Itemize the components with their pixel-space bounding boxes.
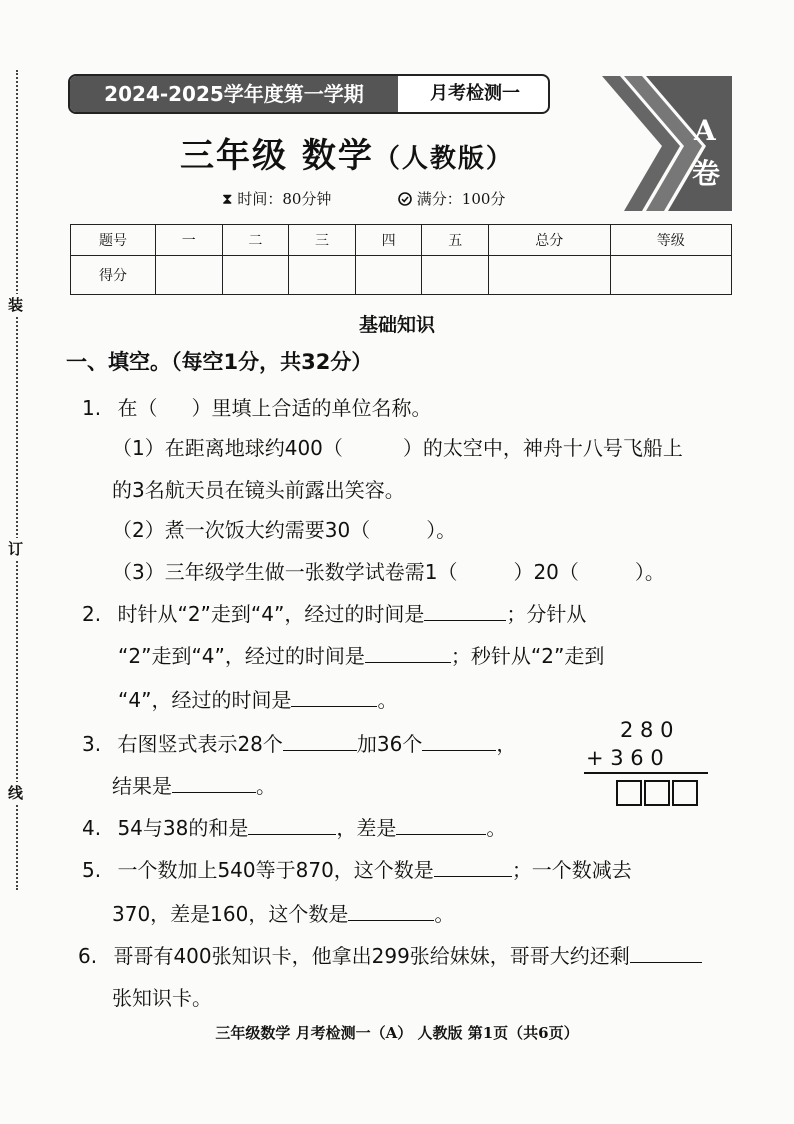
q2-l1-a: 时针从“2”走到“4”，经过的时间是	[117, 602, 425, 626]
q5-l2-b: 。	[434, 902, 455, 926]
q1-s1-a: （1）在距离地球约400（	[112, 436, 343, 460]
th-total: 总分	[489, 225, 610, 256]
q2-l3-b: 。	[377, 688, 398, 712]
banner-year: 2024-2025学年度第一学期	[70, 76, 398, 112]
q6-line2: 张知识卡。	[112, 986, 212, 1010]
vertical-row2: + 3 6 0	[586, 746, 664, 770]
q3-l1-c: ，	[496, 732, 517, 756]
q2-line1	[82, 598, 586, 627]
q2-l2-b: ；秒针从“2”走到	[450, 644, 605, 668]
q3-line2	[112, 770, 276, 799]
time-info	[222, 188, 331, 209]
q3-blank-2[interactable]	[422, 730, 496, 751]
part1-title: 一、填空。（每空1分，共32分）	[66, 350, 373, 374]
q4-number: 4.	[82, 816, 102, 840]
page-title	[180, 128, 514, 177]
q4-blank-sum[interactable]	[248, 814, 336, 835]
th-tihao: 题号	[71, 225, 156, 256]
page-footer: 三年级数学 月考检测一（A） 人教版 第1页（共6页）	[215, 1024, 579, 1042]
q1-s3-b: ）20（	[513, 560, 579, 584]
q6-number: 6.	[78, 944, 98, 968]
q1-sub1-cont: 的3名航天员在镜头前露出笑容。	[112, 478, 405, 502]
answer-box-3[interactable]	[672, 780, 698, 806]
section-title: 基础知识	[358, 314, 435, 336]
q2-l1-b: ；分针从	[506, 602, 587, 626]
q2-blank-minute[interactable]	[365, 642, 451, 663]
q5-l1-a: 一个数加上540等于870，这个数是	[117, 858, 434, 882]
q1-s2-a: （2）煮一次饭大约需要30（	[112, 518, 371, 542]
q4-b: ，差是	[336, 816, 397, 840]
q4-c: 。	[486, 816, 507, 840]
q5-line2	[112, 898, 454, 927]
score-cell-grade[interactable]	[610, 256, 731, 295]
q3-blank-3[interactable]	[172, 772, 256, 793]
q1-sub2	[112, 514, 456, 543]
q3-line1	[82, 728, 516, 757]
q4-a: 54与38的和是	[117, 816, 249, 840]
q3-number: 3.	[82, 732, 102, 756]
time-text: 时间：80分钟	[237, 190, 332, 208]
vertical-rule	[584, 772, 708, 774]
score-cell-3[interactable]	[289, 256, 356, 295]
th-3: 三	[289, 225, 356, 256]
edition-text: （人教版）	[373, 144, 514, 174]
q1-s1-b: ）的太空中，神舟十八号飞船上	[402, 436, 683, 460]
full-score-text: 满分：100分	[416, 190, 506, 208]
q6-blank[interactable]	[630, 942, 702, 963]
q3-blank-1[interactable]	[283, 730, 357, 751]
q2-line3	[118, 684, 397, 713]
q2-blank-hour[interactable]	[424, 600, 506, 621]
corner-char-juan: 卷	[692, 157, 721, 190]
q2-line2	[118, 640, 604, 669]
q3-l2-b: 。	[256, 774, 276, 798]
banner-exam: 月考检测一	[430, 83, 520, 104]
binding-char-ding: 订	[8, 540, 24, 558]
th-grade: 等级	[610, 225, 731, 256]
q1-stem	[82, 392, 431, 421]
th-4: 四	[355, 225, 422, 256]
hourglass-icon: ⧗	[222, 190, 233, 208]
title-text: 三年级 数学	[180, 136, 374, 176]
q1-s3-a: （3）三年级学生做一张数学试卷需1（	[112, 560, 458, 584]
binding-char-zhuang: 装	[8, 296, 24, 314]
score-table-header-row	[71, 225, 732, 256]
score-cell-total[interactable]	[489, 256, 610, 295]
q1-stem-b: ）里填上合适的单位名称。	[191, 396, 432, 420]
q1-number: 1.	[82, 396, 102, 420]
vertical-row1: 2 8 0	[620, 718, 674, 742]
q5-line1	[82, 854, 632, 883]
score-table-score-row	[71, 256, 732, 295]
q1-sub3	[112, 556, 665, 585]
binding-dotted-line	[16, 70, 18, 890]
q2-l2-a: “2”走到“4”，经过的时间是	[118, 644, 365, 668]
score-info	[398, 188, 505, 209]
answer-box-2[interactable]	[644, 780, 670, 806]
q1-s2-b: ）。	[426, 518, 457, 542]
q2-number: 2.	[82, 602, 102, 626]
q5-number: 5.	[82, 858, 102, 882]
q5-l2-a: 370，差是160，这个数是	[112, 902, 349, 926]
check-circle-icon	[398, 190, 417, 208]
header-banner	[68, 74, 550, 114]
score-cell-1[interactable]	[156, 256, 223, 295]
q2-l3-a: “4”，经过的时间是	[118, 688, 292, 712]
th-1: 一	[156, 225, 223, 256]
paper-version-corner	[602, 76, 732, 211]
score-cell-4[interactable]	[355, 256, 422, 295]
score-cell-5[interactable]	[422, 256, 489, 295]
q3-l1-a: 右图竖式表示28个	[117, 732, 283, 756]
q6-line1	[78, 940, 702, 969]
q5-blank-2[interactable]	[348, 900, 434, 921]
score-table	[70, 224, 732, 295]
answer-box-1[interactable]	[616, 780, 642, 806]
q5-l1-b: ；一个数减去	[511, 858, 632, 882]
q1-s3-c: ）。	[634, 560, 665, 584]
q3-l2-a: 结果是	[112, 774, 172, 798]
binding-char-xian: 线	[8, 784, 24, 802]
q1-sub1	[112, 432, 683, 461]
q1-stem-a: 在（	[117, 396, 158, 420]
q4-blank-diff[interactable]	[396, 814, 486, 835]
q3-l1-b: 加36个	[356, 732, 423, 756]
score-cell-2[interactable]	[222, 256, 289, 295]
th-2: 二	[222, 225, 289, 256]
q2-blank-second[interactable]	[291, 686, 377, 707]
corner-char-a: A	[694, 114, 716, 147]
q4-line	[82, 812, 506, 841]
q6-l1: 哥哥有400张知识卡，他拿出299张给妹妹，哥哥大约还剩	[113, 944, 630, 968]
q5-blank-1[interactable]	[434, 856, 512, 877]
th-5: 五	[422, 225, 489, 256]
td-defen: 得分	[71, 256, 156, 295]
